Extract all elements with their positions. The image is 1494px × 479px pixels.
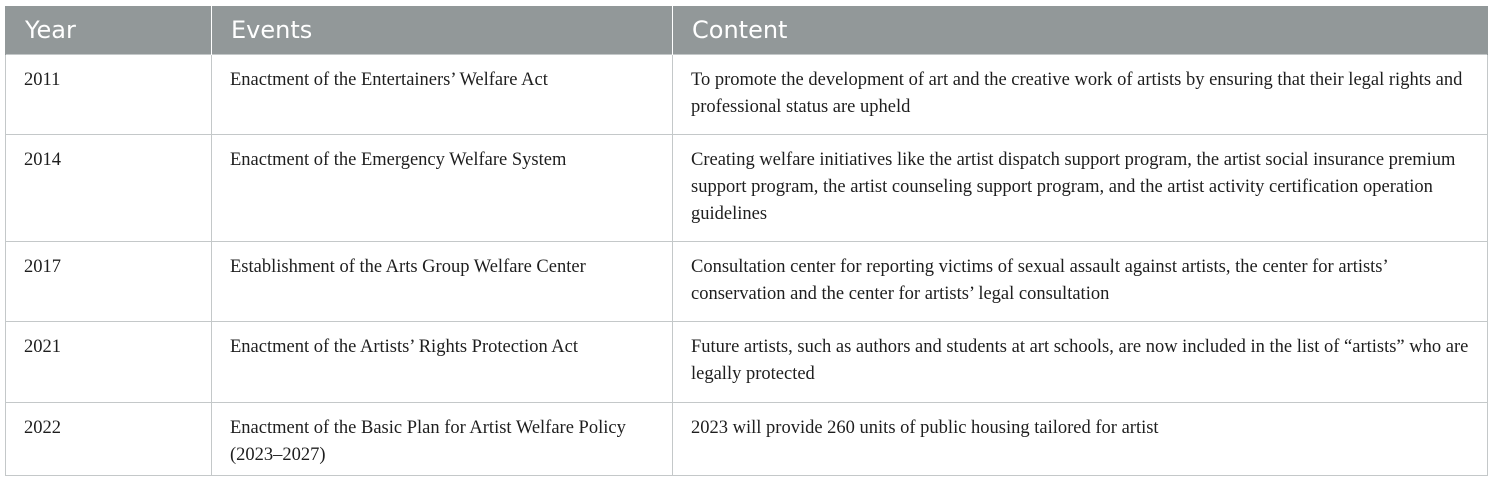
cell-year: 2014 xyxy=(6,135,212,242)
cell-content: Future artists, such as authors and students at art schools, are now included in the list of “artists” who are legally protected xyxy=(673,322,1488,403)
cell-content: 2023 will provide 260 units of public housing tailored for artist xyxy=(673,403,1488,476)
header-events: Events xyxy=(212,6,673,55)
table-row xyxy=(6,135,1488,242)
welfare-timeline-table-container xyxy=(5,6,1487,476)
cell-content: Consultation center for reporting victims of sexual assault against artists, the center for artists’ conservation and the center for artists’ legal consultation xyxy=(673,242,1488,322)
table-row xyxy=(6,242,1488,322)
cell-event: Enactment of the Entertainers’ Welfare Act xyxy=(212,55,673,135)
table-row xyxy=(6,322,1488,403)
header-content: Content xyxy=(673,6,1488,55)
cell-event: Enactment of the Basic Plan for Artist Welfare Policy (2023–2027) xyxy=(212,403,673,476)
cell-event: Enactment of the Emergency Welfare System xyxy=(212,135,673,242)
header-row xyxy=(6,6,1488,55)
cell-year: 2017 xyxy=(6,242,212,322)
cell-year: 2021 xyxy=(6,322,212,403)
table-body xyxy=(6,55,1488,476)
table-row xyxy=(6,55,1488,135)
cell-year: 2011 xyxy=(6,55,212,135)
cell-year: 2022 xyxy=(6,403,212,476)
welfare-timeline-table xyxy=(5,6,1488,476)
cell-event: Enactment of the Artists’ Rights Protection Act xyxy=(212,322,673,403)
cell-content: Creating welfare initiatives like the artist dispatch support program, the artist social insurance premium support program, the artist counseling support program, and the artist activity certification operation guidelines xyxy=(673,135,1488,242)
header-year: Year xyxy=(6,6,212,55)
cell-content: To promote the development of art and the creative work of artists by ensuring that their legal rights and professional status are upheld xyxy=(673,55,1488,135)
table-row xyxy=(6,403,1488,476)
table-header xyxy=(6,6,1488,55)
cell-event: Establishment of the Arts Group Welfare Center xyxy=(212,242,673,322)
